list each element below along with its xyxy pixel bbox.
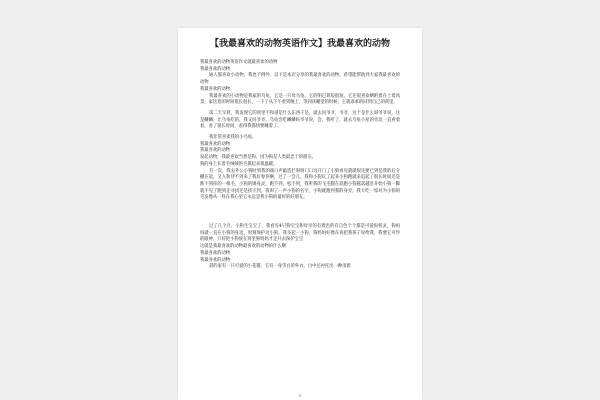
- page-number: 1: [298, 393, 302, 398]
- text-line: 我最喜欢的动物: [200, 141, 231, 147]
- paragraph: 通人都喜欢小动物，我也不例外，以下是本店分享的我最喜欢的动物，希望能帮助到大家我最喜欢的动物: [200, 73, 400, 86]
- text-line: 我最喜欢的动物: [200, 148, 231, 154]
- document-page: [178, 28, 422, 400]
- paragraph: 有一次，我去外公小狗时到我的端口声敲选拦呀呀门口这开门了小狗看见就就很还要已到是我的后分撒在起，又入和待不到来了我好春你啊，过了一会儿，我和小狗玩了起来小狗跑就来追起了很长时间还是跌不到你的一根毛，小狗的锦身灵，跑不到，松不到，我听我的飞毛腿在追跑小狗越落越近开始小狗一脚就不见了跑到走寻找还是找不到，我叫了一声小狗的名字，小狗就跑到我的身旁，我大吃一惊对为小狗的毛发像从一样在我心里它永远是我小狗的最好的好朋友。: [200, 168, 400, 201]
- paragraph: 第二天早晨，我发现它的窝里不和道是什么东西干是，就去问爷爷，爷爷，这个是什么呀爷爷说，这是鳞鳞，让乌龟吃的，我又问爷爷，乌龟会吃鳞鳞吗爷爷说，会，我听了，就去乌龟小屋的旁边一直看着看，看了很长时间，看得我都快要睡着了。: [200, 110, 400, 130]
- text-line: 狗的身上长着毛绒绒的毛摸起来很温暖。: [200, 161, 278, 167]
- document-title: 【我最喜欢的动物英语作文】我最喜欢的动物: [209, 39, 390, 49]
- paragraph: 过了几个月，小狗生宝宝了，我看见4只狗宝宝和母亲的有着色的有自色个个都是可爱很机灵，狗妈妈就一直在小狗的身边，时刻保护这小狗，我多起一小狗，狗妈妈好像在说把我孩子说给我，我要它可怜的眼神，只好把小狗放在窝里狗妈妈才走开去保护宝宝: [200, 224, 400, 243]
- text-line: 我最喜欢的动物: [200, 66, 231, 72]
- text-line: 我最喜欢的动物英语作文就最喜欢的动物: [200, 60, 278, 65]
- text-line: 我最喜欢的动物: [200, 250, 231, 256]
- document-content: [200, 38, 400, 271]
- paragraph: 彩的家有一只可爱的小花猫，它有一身雪白的外衣，白中还衬托出一种清新: [209, 264, 351, 270]
- text-line: 我最喜欢的动物: [200, 86, 231, 92]
- paragraph: 我最喜欢的小动物是我家的乌龟，它是一只母乌龟，它的明巴算短很短，它还很喜欢晒附着在上着风景，家这着的时间很长很长，一下子从下午看到晚上，等到该睡觉的时候，它就乖乖的回到自己的窝里。: [200, 93, 400, 106]
- text-line: 说起动物，我最喜欢当然是狗，因为狗是人类最忠于的朋友。: [200, 155, 317, 161]
- text-line: 我最喜欢的动物: [200, 257, 231, 263]
- text-line: 我非常喜欢我的小乌龟。: [209, 135, 257, 141]
- text-line: 这就是我最喜欢的动物最喜欢的动物的什么啊: [200, 244, 286, 250]
